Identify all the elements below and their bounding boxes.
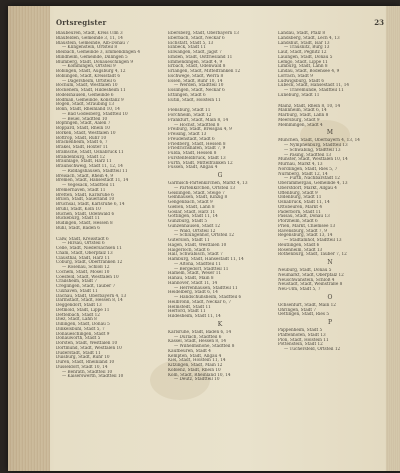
index-entry: Eschwege, Stadt, Werra 8: [168, 73, 224, 78]
index-entry: Plön, Stadt, Holstein 11: [278, 337, 329, 342]
index-entry: Cuxhaven, Stadt 11: [56, 288, 98, 293]
index-entry: Ochsenfurt, Stadt, Main 12: [278, 302, 336, 307]
index-entry: Neuschwanstein, Schloß 4: [278, 277, 335, 282]
index-subentry: — Höchst, Stadtteil 8: [174, 122, 220, 127]
page-edges-right: [386, 6, 400, 471]
index-subentry: — Bergedorf, Stadtteil 11: [174, 266, 229, 271]
index-entry: Kitzingen, Stadt, Main 12: [168, 363, 223, 367]
index-entry: Fulda, Stadt, Hessen 8: [168, 151, 217, 155]
index-entry: Duderstadt, Stadt 11: [56, 350, 101, 355]
index-entry: Lindau, Stadt, Bodensee 4, 9: [278, 69, 340, 73]
index-entry: Eberbach, Stadt, Neckar 6: [168, 35, 225, 40]
index-subentry: — Vegesack, Stadtteil 11: [62, 183, 115, 187]
index-entry: Bockenem, Stadt, Hildesheim 11: [56, 88, 126, 92]
index-entry: Oettingen, Stadt, Ries 5: [278, 312, 330, 317]
index-entry: Meersburg, Stadt 9: [278, 117, 320, 122]
index-entry: Geislingen, Stadt, Steige 7: [168, 190, 225, 195]
index-entry: Hamburg, Stadt, Hansestadt 11, 14: [168, 257, 244, 261]
index-entry: Lübeck, Stadt, Hansestadt 11, 14: [278, 83, 350, 88]
index-entry: Friedrichshafen, Stadt 7, 9: [168, 146, 226, 151]
index-entry: Blaubeuren, Stadt, Kreis Ulm 3: [56, 31, 123, 35]
index-entry: Neu-Ulm, Stadt 5, 7: [278, 287, 321, 291]
index-subentry: — Hirsau, Ortsteil 6: [62, 241, 105, 246]
index-entry: Limburg, Stadt, Lahn 8: [278, 64, 328, 69]
index-entry: Freudenstadt, Stadt 6: [168, 136, 215, 141]
index-subentry: — Handschuhsheim, Stadtteil 6: [174, 295, 242, 299]
section-letter: O: [327, 293, 333, 301]
index-entry: Dettelbach, Stadt 12: [56, 312, 100, 317]
index-entry: Landshut, Stadt, Isar 13: [278, 40, 330, 45]
index-entry: Kaufbeuren, Stadt 4: [168, 348, 211, 353]
index-entry: Freising, Stadt 13: [168, 132, 207, 136]
index-entry: Landau, Stadt, Pfalz 8: [278, 31, 325, 35]
page-number: 23: [374, 18, 384, 27]
index-entry: Dillingen, Stadt, Donau 5: [56, 322, 110, 326]
index-entry: Füssen, Stadt, Allgäu 4: [168, 165, 218, 170]
index-entry: Detmold, Stadt, Lippe 11: [56, 307, 110, 312]
index-entry: Bodelshausen, Gemeinde 6: [56, 92, 114, 97]
index-entry: Neumarkt, Stadt, Oberpfalz 12: [278, 272, 344, 277]
index-entry: Lemgo, Stadt, Lippe 11: [278, 59, 328, 64]
index-entry: Emden, Stadt, Ostfriesland 11: [168, 54, 233, 59]
index-entry: Kiel, Stadt, Holstein 11, 14: [168, 358, 226, 363]
index-entry: Dachau, Stadt, Oberbayern 4, 13: [56, 293, 127, 298]
index-entry: Braunlage, Stadt, Harz 11: [56, 159, 112, 164]
index-entry: Brühl, Stadt, Köln 10: [56, 206, 101, 211]
index-subentry: — Partenkirchen, Ortsteil 13: [174, 185, 236, 190]
index-entry: Flensburg, Stadt 11: [168, 108, 211, 113]
index-entry: Braunschweig, Stadt 11, 12, 14: [56, 164, 123, 168]
index-entry: Bopfingen, Stadt, Aalen 7: [56, 121, 111, 126]
index-entry: Gießen, Stadt, Lahn 8: [168, 204, 215, 209]
index-entry: Cham, Stadt, Oberpfalz 13: [56, 250, 113, 255]
section-letter: K: [217, 320, 223, 328]
index-entry: Fürstenfeldbruck, Stadt 13: [168, 155, 226, 160]
index-entry: Ludwigsburg, Stadt 6: [278, 78, 325, 83]
index-entry: Düsseldorf, Stadt 10, 14: [56, 364, 108, 369]
index-subentry: — Stadtamhof, Stadtteil 13: [284, 238, 342, 242]
index-entry: Diez, Stadt, Lahn 8: [56, 317, 97, 322]
index-entry: Marburg, Stadt, Lahn 8: [278, 113, 329, 117]
index-subentry: — Klingenstein, Ortsteil 8: [62, 45, 117, 50]
index-entry: Friedberg, Stadt, Hessen 8: [168, 141, 226, 146]
index-entry: Reutlingen, Stadt 6: [278, 242, 320, 247]
index-entry: Lüneburg, Stadt 11: [278, 92, 320, 97]
index-entry: Pforzheim, Stadt 6: [278, 219, 318, 223]
index-subentry: — Tüchersfeld, Ortsteil 12: [284, 347, 341, 351]
index-entry: Brakel, Stadt, Höxter 11: [56, 145, 109, 149]
index-entry: Neuburg, Stadt, Donau 5: [278, 268, 332, 272]
index-entry: Boppard, Stadt, Rhein 10: [56, 126, 110, 130]
index-entry: Ellwangen, Stadt, Jagst 7: [168, 50, 222, 54]
index-entry: Helmstedt, Stadt 11: [168, 304, 211, 309]
index-entry: Einbeck, Stadt 11: [168, 45, 206, 50]
section-letter: P: [327, 319, 333, 326]
index-entry: Goslar, Stadt, Harz 11: [168, 209, 216, 214]
index-entry: Borken, Stadt, Westfalen 10: [56, 130, 116, 135]
index-entry: Bühl, Stadt, Baden 6: [56, 225, 100, 230]
index-entry: Blindheim, Gemeinde, Dillingen 5: [56, 54, 128, 59]
index-subentry: — Beuel, Stadtteil 10: [62, 116, 108, 121]
index-entry: Bleibach, Gemeinde 3, Emmendingen 4: [56, 50, 140, 54]
index-subentry: — Kaiserswerth, Stadtteil 10: [62, 374, 124, 379]
index-entry: Donaueschingen, Stadt 9: [56, 331, 110, 336]
index-entry: Haigerloch, Stadt 6: [168, 247, 210, 252]
index-subentry: — Schlungenhof, Ortsteil 12: [174, 233, 235, 238]
index-entry: Bonn, Stadt, Rheinland 10, 14: [56, 107, 120, 111]
index-entry: Darmstadt, Stadt, Hessen 8, 14: [56, 298, 123, 303]
index-entry: Ottobeuren, Markt 4: [278, 204, 323, 209]
index-subentry: — Pasing, Stadtteil 13: [284, 152, 332, 157]
index-entry: Donauwörth, Stadt 5: [56, 336, 101, 341]
index-entry: Bobingen, Stadt, Augsburg 4, 12: [56, 69, 126, 73]
running-head-title: Ortsregister: [56, 18, 107, 27]
index-entry: Dinkelsbühl, Stadt 5, 7: [56, 326, 105, 331]
index-entry: Heilbronn, Stadt, Neckar 6, 7: [168, 299, 231, 304]
index-subentry: — Fürth, Nachbarstadt 12: [284, 176, 340, 181]
index-subentry: — Nymphenburg, Stadtteil 13: [284, 143, 348, 147]
index-entry: Creglingen, Stadt, Tauber 7: [56, 284, 116, 288]
section-letter: G: [217, 172, 223, 179]
index-entry: Eutin, Stadt, Holstein 11: [168, 97, 221, 102]
index-page: [56, 18, 384, 468]
index-entry: Bramsche, Stadt, Osnabrück 11: [56, 149, 124, 154]
index-entry: Gelnhausen, Stadt, Kinzig 8: [168, 195, 228, 200]
index-entry: Cochem, Stadt, Mosel 10: [56, 269, 110, 274]
index-entry: Paderborn, Stadt 11: [278, 209, 321, 214]
index-subentry: — Durlach, Stadtteil 6: [174, 334, 222, 339]
index-subentry: — Riddagshausen, Stadtteil 11: [62, 168, 128, 173]
index-entry: Frankfurt, Stadt, Main 8, 14: [168, 117, 229, 122]
index-entry: Coesfeld, Stadt, Westfalen 10: [56, 274, 119, 279]
index-entry: Herford, Stadt 11: [168, 309, 206, 314]
index-subentry: — Altona, Stadtteil 11: [174, 261, 221, 266]
index-entry: Rothenburg, Stadt, Tauber 7, 12: [278, 252, 347, 257]
index-entry: München, Stadt, Oberbayern 4, 13, 14: [278, 138, 360, 143]
index-entry: Münster, Stadt, Westfalen 10, 14: [278, 157, 348, 162]
index-entry: Brackenheim, Stadt 6, 7: [56, 140, 108, 145]
index-entry: Brilon, Stadt, Sauerland 10: [56, 197, 115, 202]
index-subentry: — Rosenau, Schloß 12: [62, 265, 110, 269]
index-entry: Garmisch-Partenkirchen, Markt 4, 13: [168, 181, 248, 185]
index-entry: Blumberg, Stadt, Donaueschingen 9: [56, 59, 133, 64]
index-entry: Deggendorf, Stadt 13: [56, 303, 102, 307]
index-entry: Büdingen, Stadt, Hessen 8: [56, 221, 113, 225]
index-entry: Neustadt, Stadt, Weinstraße 8: [278, 282, 343, 287]
index-entry: Oldenburg, Stadt 11: [278, 195, 322, 200]
index-entry: Erlangen, Stadt, Mittelfranken 12: [168, 69, 241, 73]
index-subentry: — Benrath, Stadtteil 10: [62, 369, 113, 374]
index-subentry: — Travemünde, Stadtteil 11: [284, 88, 344, 92]
index-entry: Bruchsal, Stadt, Karlsruhe 6, 14: [56, 202, 125, 206]
index-entry: Dortmund, Stadt, Westfalen 10: [56, 345, 122, 350]
index-entry: Bückeburg, Stadt 11: [56, 216, 100, 221]
index-entry: Gengenbach, Stadt 9: [168, 200, 213, 204]
index-entry: Nördlingen, Stadt, Ries 5, 7: [278, 166, 338, 171]
index-entry: Böblingen, Stadt, Kreisstadt 6: [56, 73, 121, 78]
index-subentry: — Schwabing, Stadtteil 13: [284, 147, 341, 152]
index-entry: Mannheim, Stadt 6, 14: [278, 108, 327, 113]
index-entry: Prien, Markt, Chiemsee 13: [278, 223, 336, 228]
index-subentry: — Kommingen, Ortsteil 9: [62, 64, 116, 69]
index-entry: Landsberg, Stadt, Lech 4, 13: [278, 35, 340, 40]
index-entry: Erbach, Stadt, Odenwald 8: [168, 64, 226, 69]
index-entry: Ettlingen, Stadt 6: [168, 92, 206, 97]
section-letter: N: [327, 259, 333, 266]
index-entry: Hildesheim, Stadt 11, 14: [168, 314, 221, 318]
index-subentry: — Dagersheim, Ortsteil 6: [62, 78, 116, 83]
index-entry: Mainz, Stadt, Rhein 8, 10, 14: [278, 103, 341, 108]
index-entry: Nürnberg, Stadt 12, 14: [278, 171, 328, 176]
index-entry: Fürth, Stadt, Mittelfranken 12: [168, 160, 233, 165]
index-subentry: — Herrenhausen, Stadtteil 11: [174, 285, 238, 290]
index-entry: Karlsruhe, Stadt, Baden 6, 14: [168, 329, 232, 334]
index-entry: Dorsten, Stadt, Westfalen 10: [56, 341, 118, 345]
index-entry: Bremerhaven, Stadt 11: [56, 187, 106, 192]
index-entry: Heidelberg, Stadt 6, 14: [168, 290, 218, 295]
index-entry: Bochum, Stadt, Westfalen 10: [56, 83, 118, 88]
index-entry: Duisburg, Stadt, Ruhr 10: [56, 355, 110, 360]
index-entry: Bremen, Stadt, Hansestadt 11, 14: [56, 178, 129, 183]
index-subentry: — Wald, Ortsteil 12: [174, 228, 216, 233]
index-entry: Günzburg, Stadt 5: [168, 219, 208, 223]
index-entry: Hall, Schwäbisch, Stadt 7: [168, 252, 223, 257]
index-entry: Blaufelden, Gemeinde 3, 11, 14: [56, 35, 123, 40]
index-entry: Lauingen, Stadt, Donau 5: [278, 54, 333, 59]
index-entry: Gütersloh, Stadt 11: [168, 238, 210, 242]
index-entry: Coburg, Stadt, Oberfranken 12: [56, 260, 123, 265]
index-entry: Hannover, Stadt 11, 14: [168, 280, 218, 285]
section-letter: M: [326, 129, 334, 137]
index-entry: Memmingen, Stadt 4: [278, 122, 323, 127]
index-subentry: — Bad Godesberg, Stadtteil 10: [62, 111, 128, 116]
index-entry: Hagen, Stadt, Westfalen 10: [168, 242, 227, 247]
page-edges-left: [8, 6, 50, 471]
index-entry: Esslingen, Stadt, Neckar 6: [168, 88, 225, 92]
index-entry: Celle, Stadt, Niedersachsen 11: [56, 246, 122, 250]
index-entry: Kassel, Stadt, Hessen 8, 14: [168, 339, 227, 344]
index-entry: Öhringen, Stadt 7: [278, 307, 317, 312]
index-subentry: — Deutz, Stadtteil 10: [174, 377, 220, 382]
index-entry: Oberstdorf, Markt, Allgäu 4: [278, 185, 337, 190]
index-entry: Osnabrück, Stadt 11, 14: [278, 200, 330, 204]
index-column-1: [56, 31, 160, 379]
index-entry: Eichstätt, Stadt 5, 13: [168, 40, 214, 45]
index-entry: Rosenheim, Stadt 13: [278, 247, 323, 252]
index-entry: Göttingen, Stadt 11, 14: [168, 214, 218, 219]
index-entry: Blaustein, Gemeinde, Alb-Donau 7: [56, 40, 129, 45]
index-entry: Crailsheim, Stadt 7: [56, 279, 98, 284]
index-entry: Bodman, Gemeinde, Konstanz 9: [56, 97, 124, 102]
index-subentry: — Wilhelmshöhe, Stadtteil 8: [174, 344, 235, 348]
index-entry: Ravensburg, Stadt 7, 9: [278, 228, 327, 233]
index-entry: Buchen, Stadt, Odenwald 6: [56, 211, 115, 216]
index-entry: Pappenheim, Stadt 5: [278, 328, 323, 332]
index-entry: Essen, Stadt, Ruhr 10, 14: [168, 78, 223, 83]
index-subentry: — Werden, Stadtteil 10: [174, 83, 224, 88]
index-entry: Düren, Stadt, Rheinland 10: [56, 360, 115, 364]
index-entry: Emmendingen, Stadt 4, 9: [168, 59, 223, 64]
index-entry: Ebersberg, Stadt, Oberbayern 13: [168, 31, 239, 35]
index-subentry: — Trausnitz, Burg 13: [284, 45, 330, 50]
index-entry: Pottenstein, Stadt 12: [278, 342, 323, 347]
index-entry: Bretten, Stadt, Karlsruhe 6: [56, 192, 114, 197]
index-entry: Freiburg, Stadt, Breisgau 4, 9: [168, 127, 232, 132]
index-entry: Bogen, Stadt, Straubing 13: [56, 102, 114, 107]
index-column-2: [168, 31, 272, 382]
index-column-3: [278, 31, 382, 352]
index-entry: Calw, Stadt, Kreisstadt 6: [56, 236, 109, 241]
index-entry: Clausthal, Stadt, Harz 11: [56, 255, 110, 260]
index-entry: Passau, Stadt, Donau 13: [278, 214, 330, 219]
index-entry: Breisach, Stadt, Rhein 4, 9: [56, 173, 114, 178]
index-entry: Brandenburg, Stadt 12: [56, 154, 105, 159]
index-entry: Gunzenhausen, Stadt 12: [168, 223, 221, 228]
index-entry: Pfaffenhofen, Stadt 13: [278, 332, 326, 337]
index-entry: Koblenz, Stadt, Rhein 10: [168, 367, 221, 372]
index-entry: Lörrach, Stadt 9: [278, 73, 313, 78]
index-entry: Offenburg, Stadt 9: [278, 190, 318, 195]
index-entry: Hanau, Stadt, Main 8: [168, 276, 214, 280]
index-entry: Kempten, Stadt, Allgäu 4: [168, 353, 222, 358]
index-entry: Hameln, Stadt, Weser 11: [168, 271, 222, 276]
index-entry: Forchheim, Stadt 12: [168, 113, 212, 117]
index-entry: Lauf, Stadt, Pegnitz 12: [278, 50, 327, 54]
index-entry: Murnau, Markt 4, 13: [278, 162, 323, 166]
index-entry: Köln, Stadt, Rheinland 10, 14: [168, 372, 231, 377]
index-entry: Oberammergau, Gemeinde 4, 13: [278, 181, 348, 185]
index-entry: Bottrop, Stadt, Ruhr 10: [56, 135, 107, 140]
index-entry: Regensburg, Stadt 13, 14: [278, 233, 333, 238]
running-head: [56, 18, 384, 30]
